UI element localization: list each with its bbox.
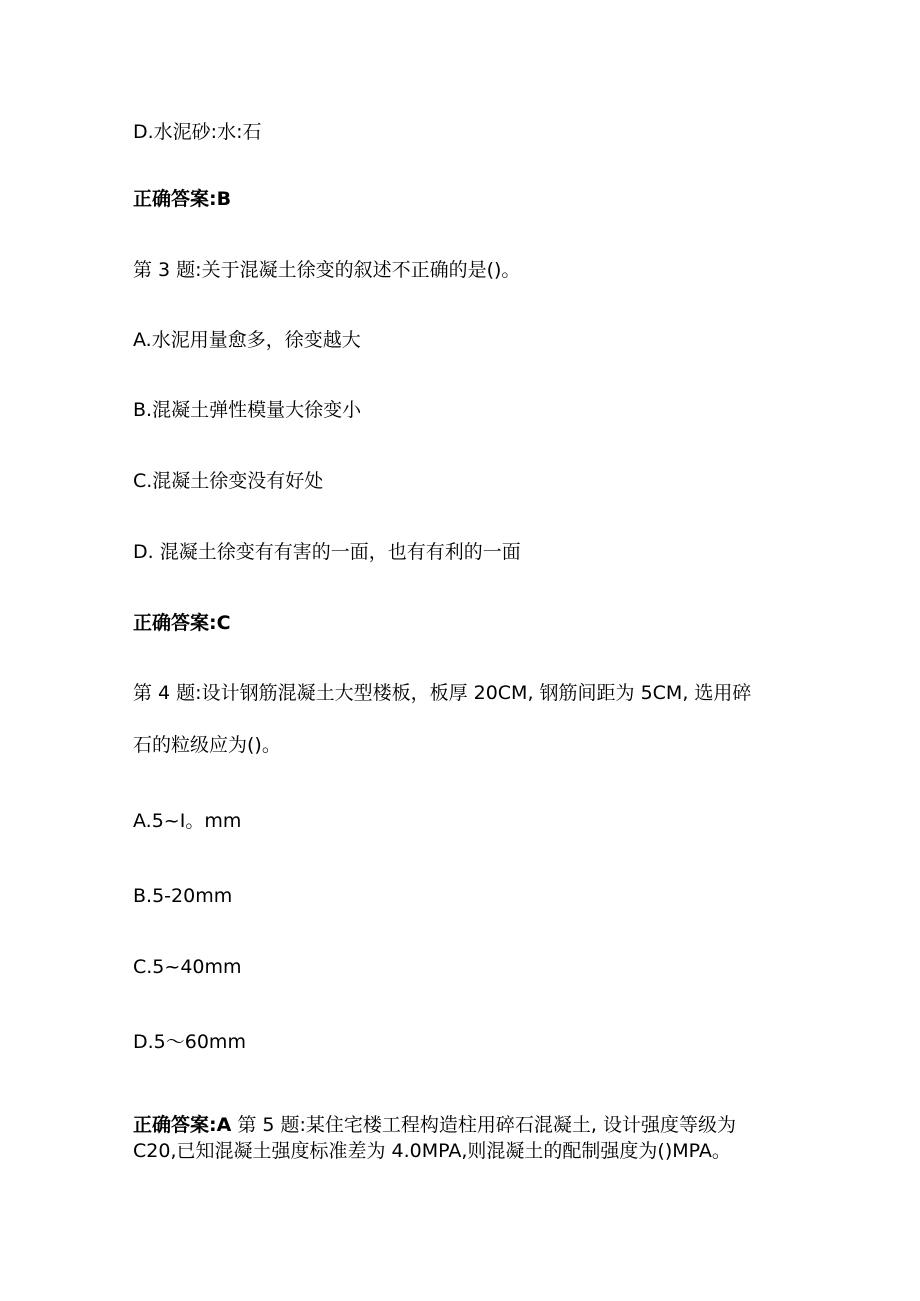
q3-option-b: B.混凝土弹性模量大徐变小 (133, 399, 362, 421)
q3-option-d: D. 混凝土徐变有有害的一面，也有有利的一面 (133, 541, 521, 563)
q5-stem-line1: 第 5 题:某住宅楼工程构造柱用碎石混凝土, 设计强度等级为 (231, 1114, 737, 1136)
q2-answer: 正确答案:B (133, 188, 232, 210)
q4-option-a: A.5~I。mm (133, 810, 242, 832)
q5-stem-line2: C20,已知混凝土强度标准差为 4.0MPA,则混凝土的配制强度为()MPA。 (133, 1140, 731, 1162)
q2-option-d: D.水泥砂:水:石 (133, 121, 262, 143)
q4-option-b: B.5-20mm (133, 885, 233, 907)
q3-option-c: C.混凝土徐变没有好处 (133, 470, 324, 492)
q3-option-a: A.水泥用量愈多，徐变越大 (133, 329, 361, 351)
q4-option-c: C.5~40mm (133, 956, 242, 978)
q4-stem-line1: 第 4 题:设计钢筋混凝土大型楼板，板厚 20CM, 钢筋间距为 5CM, 选用碎 (133, 682, 752, 704)
q3-answer: 正确答案:C (133, 612, 231, 634)
q4-stem-line2: 石的粒级应为()。 (133, 734, 281, 756)
q4-answer-and-q5-stem (133, 1113, 736, 1137)
q4-answer: 正确答案:A (133, 1114, 232, 1136)
q4-option-d: D.5～60mm (133, 1031, 246, 1053)
q3-stem: 第 3 题:关于混凝土徐变的叙述不正确的是()。 (133, 259, 521, 281)
